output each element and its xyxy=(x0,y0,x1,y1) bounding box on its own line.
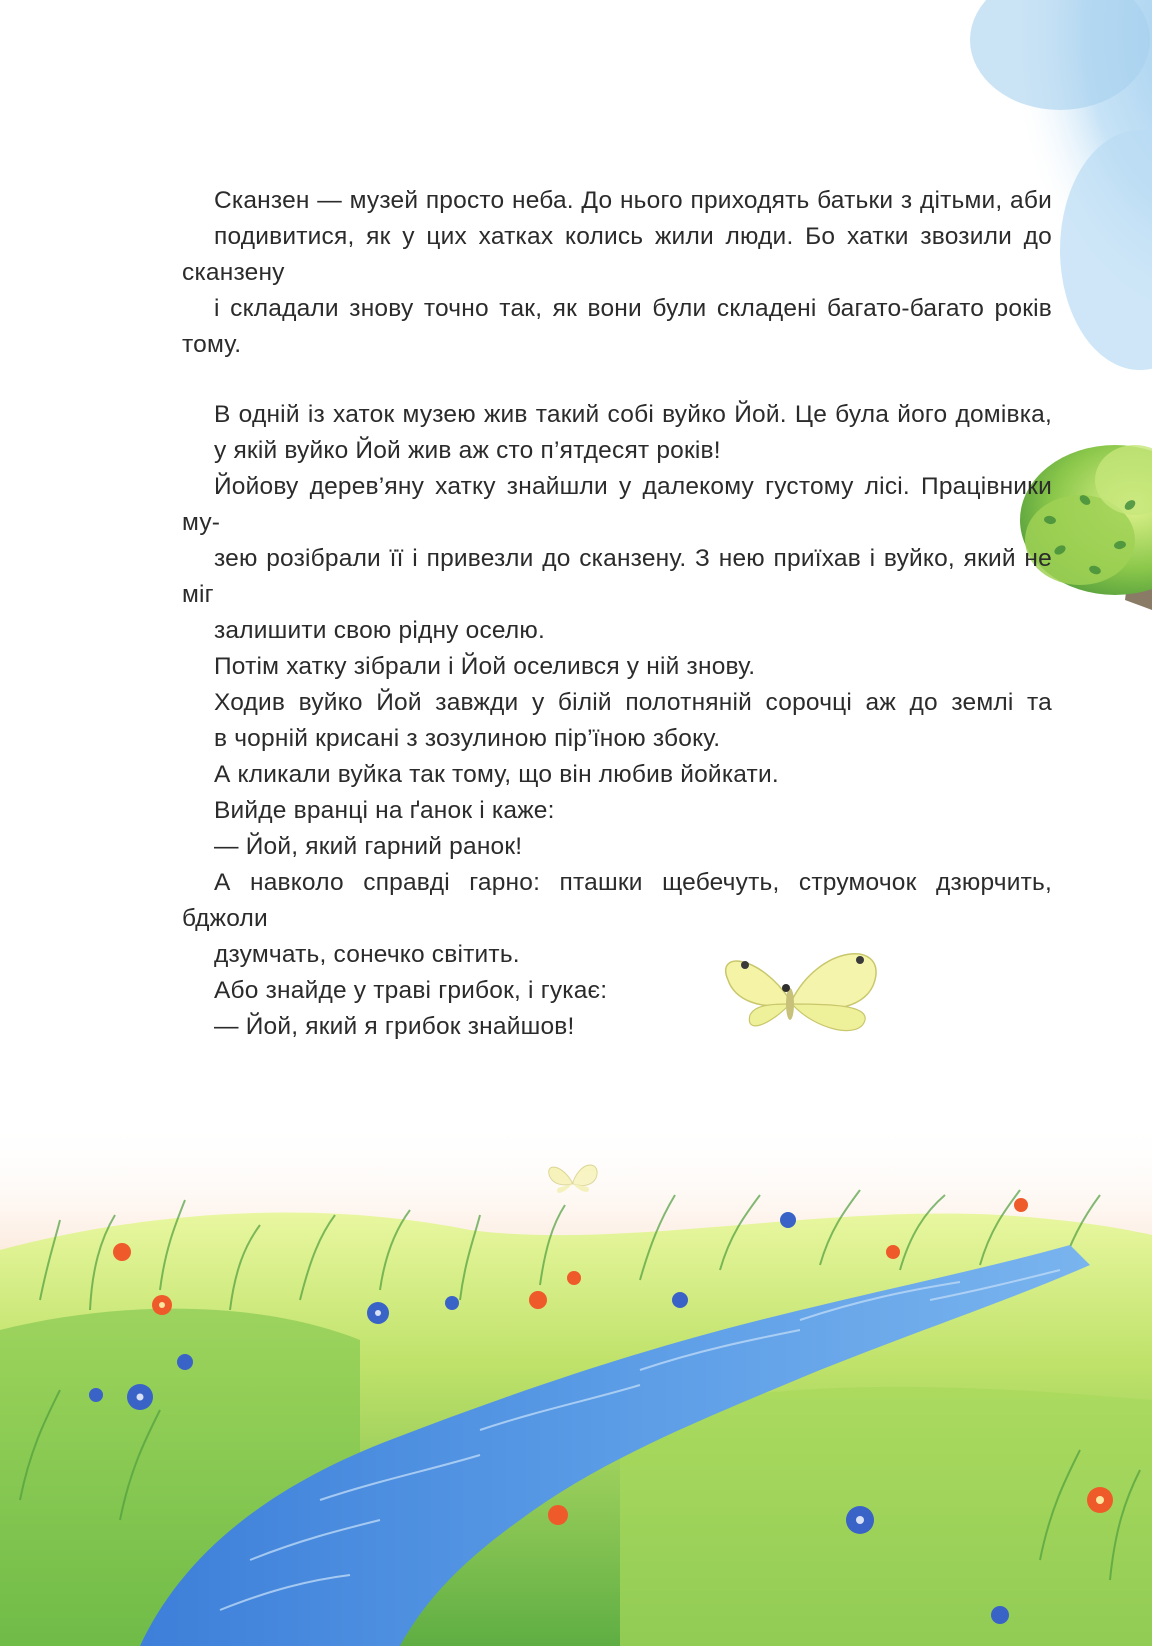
paragraph xyxy=(182,469,1052,649)
text-line: — Йой, який я грибок знайшов! xyxy=(214,1013,575,1040)
paragraph xyxy=(182,865,1052,973)
paragraph xyxy=(182,649,1052,685)
paragraph xyxy=(182,973,1052,1009)
text-line: і складали знову точно так, як вони були складені багато-багато років тому. xyxy=(182,295,1052,358)
text-line: В одній із хаток музею жив такий собі вуйко Йой. Це була його домівка, xyxy=(214,401,1052,428)
story-text xyxy=(182,183,1052,1045)
paragraph xyxy=(182,829,1052,865)
text-line: Потім хатку зібрали і Йой оселився у ній знову. xyxy=(214,653,756,680)
text-line: у якій вуйко Йой жив аж сто п’ятдесят років! xyxy=(214,437,721,464)
text-line: А навколо справді гарно: пташки щебечуть, струмочок дзюрчить, бджоли xyxy=(182,869,1052,932)
text-line: в чорній крисані з зозулиною пір’їною збоку. xyxy=(214,725,721,752)
paragraph xyxy=(182,757,1052,793)
text-line: подивитися, як у цих хатках колись жили люди. Бо хатки звозили до сканзену xyxy=(182,223,1052,286)
paragraph xyxy=(182,793,1052,829)
text-line: — Йой, який гарний ранок! xyxy=(214,833,523,860)
paragraph xyxy=(182,397,1052,469)
text-line: Або знайде у траві грибок, і гукає: xyxy=(214,977,608,1004)
text-line: Ходив вуйко Йой завжди у білій полотняній сорочці аж до землі та xyxy=(214,689,1052,716)
text-line: А кликали вуйка так тому, що він любив йойкати. xyxy=(214,761,779,788)
text-line: зею розібрали її і привезли до сканзену. З нею приїхав і вуйко, який не міг xyxy=(182,545,1052,608)
text-line: Вийде вранці на ґанок і каже: xyxy=(214,797,555,824)
paragraph xyxy=(182,1009,1052,1045)
text-line: Йойову дерев’яну хатку знайшли у далекому густому лісі. Працівники му- xyxy=(182,473,1052,536)
paragraph-gap xyxy=(182,363,1052,397)
paragraph xyxy=(182,685,1052,757)
text-line: залишити свою рідну оселю. xyxy=(214,617,546,644)
text-line: Сканзен — музей просто неба. До нього приходять батьки з дітьми, аби xyxy=(214,187,1052,214)
paragraph xyxy=(182,183,1052,363)
text-line: дзумчать, сонечко світить. xyxy=(214,941,520,968)
